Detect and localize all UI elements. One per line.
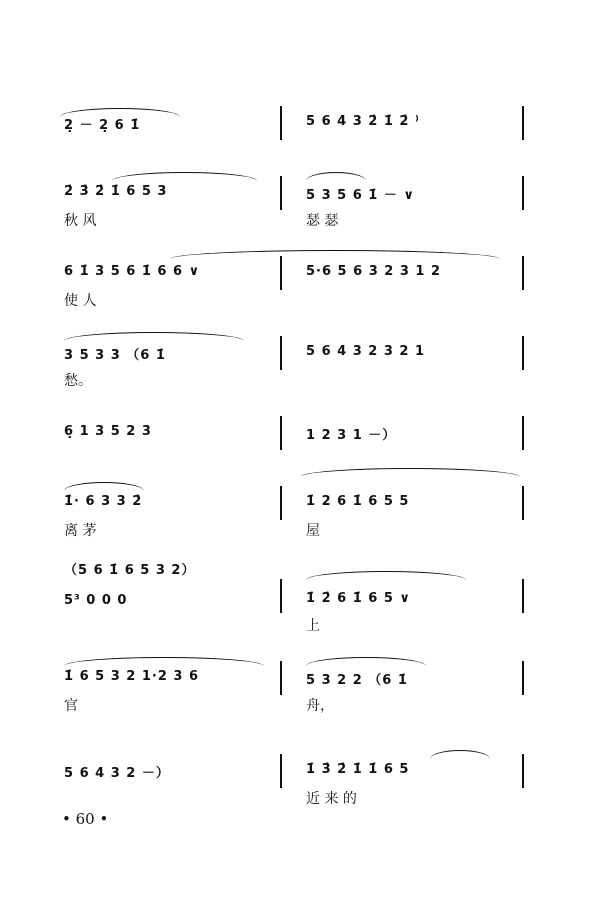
- lyrics-left: 离 茅: [64, 523, 97, 539]
- notes-left: 2̇ 3̇ 2̇ 1̇ 6 5 3: [64, 184, 168, 199]
- slur: [170, 250, 500, 259]
- lyrics-right: 屋: [306, 523, 320, 539]
- notes-right: 1̇ 2̇ 6 1̇ 6 5 ∨: [306, 591, 411, 606]
- page-number: • 60 •: [62, 810, 109, 828]
- slur: [306, 657, 426, 666]
- notes-right: 5 3 5 6 1̇ － ∨: [306, 188, 415, 203]
- score-row-5: [0, 410, 600, 480]
- lyrics-right: 瑟 瑟: [306, 213, 339, 229]
- notes-right: 5 6 4 3 2 3 2 1: [306, 344, 426, 359]
- score-row-1: [0, 100, 600, 170]
- lyrics-right: 近 来 的: [306, 791, 357, 807]
- notes-left: 6̣ 1 3 5 2 3: [64, 424, 152, 439]
- notes-right: 1 2 3 1 －）: [306, 428, 397, 443]
- lyrics-left: 使 人: [64, 293, 97, 309]
- bar-line: [522, 176, 524, 210]
- bar-line: [280, 754, 282, 788]
- notes-right: 5·6 5 6 3 2 3 1 2: [306, 264, 442, 279]
- notes-left: 3 5 3 3 （6 1̇: [64, 348, 166, 363]
- notes-left: 6 1̇ 3 5 6 1̇ 6 6 ∨: [64, 264, 201, 279]
- bar-line: [280, 486, 282, 520]
- bar-line: [280, 256, 282, 290]
- score-row-7: [0, 555, 600, 634]
- bar-line: [280, 176, 282, 210]
- slur: [430, 750, 490, 759]
- bar-line: [280, 661, 282, 695]
- notes-right: 1̇ 2 6 1̇ 6 5 5: [306, 494, 410, 509]
- score-row-8: [0, 655, 600, 725]
- bar-line: [522, 661, 524, 695]
- notes-left: 1̇· 6 3 3 2̇: [64, 494, 143, 509]
- notes-right: 5 3 2 2 （6 1̇: [306, 673, 408, 688]
- slur: [306, 172, 366, 181]
- bar-line: [522, 336, 524, 370]
- score-row-3: [0, 250, 600, 320]
- bar-line: [522, 106, 524, 140]
- slur: [306, 571, 466, 580]
- bar-line: [522, 579, 524, 613]
- bar-line: [522, 256, 524, 290]
- slur: [112, 172, 257, 181]
- bar-line: [280, 579, 282, 613]
- bar-line: [280, 106, 282, 140]
- bar-line: [280, 416, 282, 450]
- bar-line: [522, 486, 524, 520]
- score-row-6: [0, 480, 600, 550]
- slur: [64, 482, 144, 491]
- notes-left-lower: 5³ 0 0 0: [64, 593, 128, 608]
- notes-left: 2̣ － 2̣ 6 1̇: [64, 118, 141, 133]
- bar-line: [522, 416, 524, 450]
- score-row-9: [0, 748, 600, 818]
- bar-line: [522, 754, 524, 788]
- score-row-2: [0, 170, 600, 240]
- lyrics-right: 舟，: [306, 698, 334, 714]
- notes-right: 5 6 4 3 2̇ 1̇ 2̇ ⁾: [306, 114, 420, 129]
- lyrics-left: 官: [64, 698, 78, 714]
- notes-right: 1̇ 3̇ 2̇ 1̇ 1̇ 6 5: [306, 762, 410, 777]
- slur: [64, 332, 244, 341]
- lyrics-left: 秋 风: [64, 213, 97, 229]
- notes-left: 1̇ 6 5 3 2 1·2 3 6: [64, 669, 200, 684]
- lyrics-right: 上: [306, 618, 320, 634]
- notes-left: 5 6 4 3 2 －）: [64, 766, 170, 781]
- score-row-4: [0, 330, 600, 400]
- lyrics-left: 愁。: [64, 373, 92, 389]
- notes-left: （5 6 1̇ 6 5 3 2）: [64, 563, 196, 578]
- bar-line: [280, 336, 282, 370]
- slur: [64, 657, 264, 666]
